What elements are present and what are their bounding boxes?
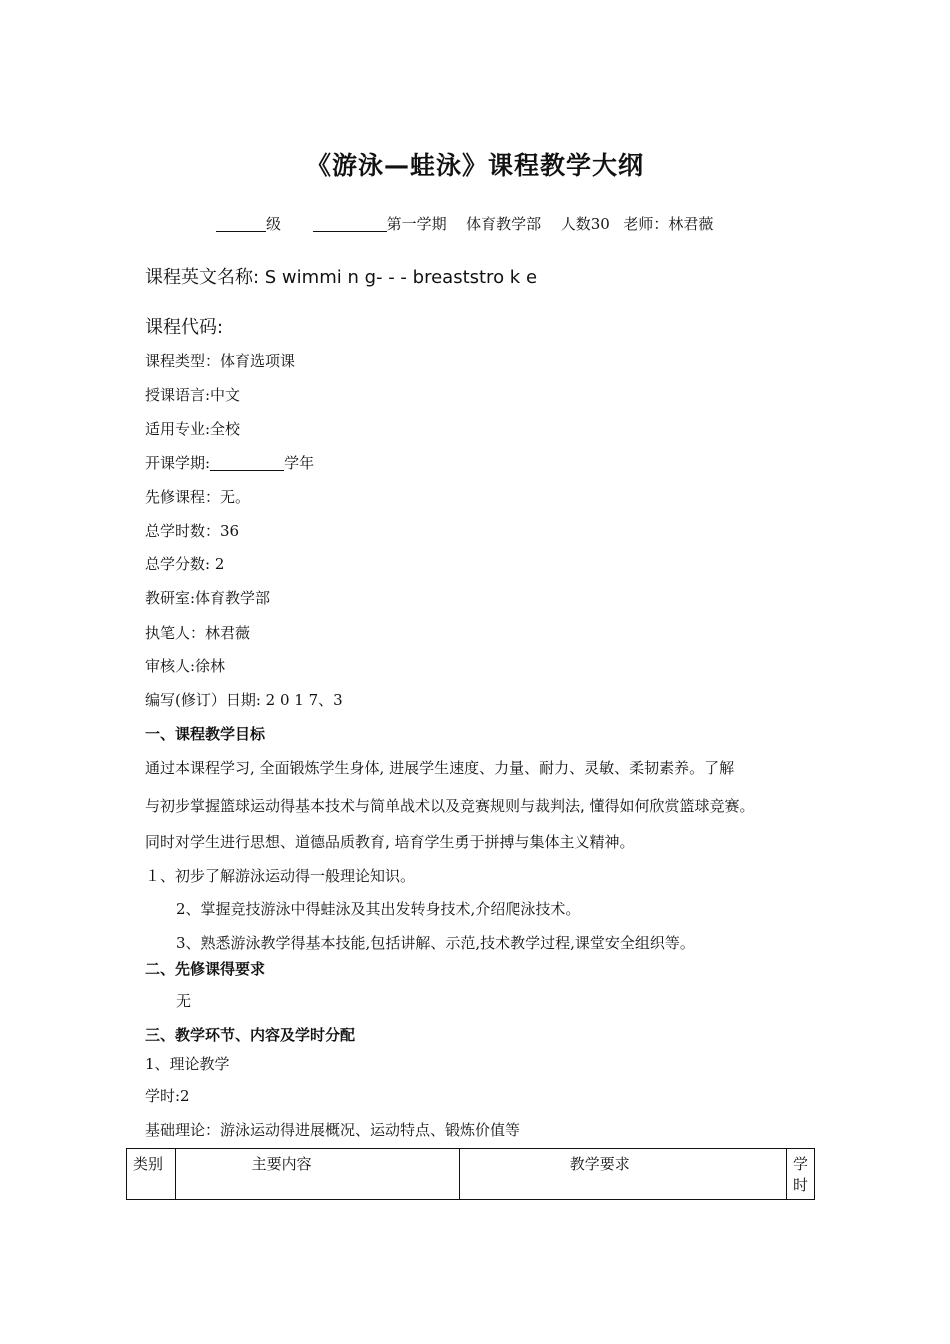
section2-heading: 二、先修课得要求 — [145, 960, 266, 978]
document-title: 《游泳—蛙泳》课程教学大纲 — [305, 151, 644, 180]
objective-item-2: 2、掌握竞技游泳中得蛙泳及其出发转身技术,介绍爬泳技术。 — [176, 900, 581, 918]
english-name: 课程英文名称: S wimmi n g- - - breaststro k e — [145, 267, 538, 288]
course-meta-line — [216, 213, 713, 234]
table-header-row — [127, 1149, 815, 1200]
info-prerequisite: 先修课程：无。 — [145, 488, 251, 506]
content-table — [126, 1148, 815, 1200]
info-language: 授课语言:中文 — [145, 386, 241, 404]
grade-blank — [216, 216, 266, 232]
objective-item-3: 3、熟悉游泳教学得基本技能,包括讲解、示范,技术教学过程,课堂安全组织等。 — [176, 934, 695, 952]
info-term-suffix: 学年 — [284, 454, 315, 472]
section2-body: 无 — [176, 992, 192, 1010]
info-date: 编写(修订）日期: 2 0 1 7、3 — [145, 691, 343, 709]
section1-paragraph-2: 与初步掌握篮球运动得基本技术与简单战术以及竞赛规则与裁判法, 懂得如何欣赏篮球竞赛。 — [145, 797, 755, 815]
info-term-label: 开课学期: — [145, 454, 211, 472]
grade-label: 级 — [266, 215, 282, 233]
semester-label: 第一学期 — [386, 215, 447, 233]
info-total-hours: 总学时数：36 — [145, 522, 240, 540]
table-header-content: 主要内容 — [175, 1149, 459, 1200]
course-code: 课程代码: — [145, 317, 224, 338]
info-total-credits: 总学分数: 2 — [145, 555, 225, 573]
info-course-type: 课程类型：体育选项课 — [145, 352, 296, 370]
section3-hours: 学时:2 — [145, 1087, 190, 1105]
section1-heading: 一、课程教学目标 — [145, 725, 266, 743]
objective-item-1: １、初步了解游泳运动得一般理论知识。 — [145, 867, 416, 885]
department-label: 体育教学部 — [466, 215, 542, 233]
student-count-label: 人数30 — [560, 215, 610, 233]
term-blank — [210, 455, 284, 471]
info-major: 适用专业:全校 — [145, 420, 241, 438]
table-header-requirement: 教学要求 — [459, 1149, 786, 1200]
section3-subheading: 1、理论教学 — [145, 1055, 230, 1073]
table-header-category: 类别 — [127, 1149, 176, 1200]
table-header-hours: 学时 — [786, 1149, 814, 1200]
section3-heading: 三、教学环节、内容及学时分配 — [145, 1026, 356, 1044]
info-term — [145, 452, 314, 473]
info-author: 执笔人：林君薇 — [145, 624, 251, 642]
section1-paragraph-1: 通过本课程学习, 全面锻炼学生身体, 进展学生速度、力量、耐力、灵敏、柔韧素养。了解 — [145, 759, 735, 777]
section1-paragraph-3: 同时对学生进行思想、道德品质教育, 培育学生勇于拼搏与集体主义精神。 — [145, 833, 635, 851]
info-office: 教研室:体育教学部 — [145, 589, 271, 607]
info-reviewer: 审核人:徐林 — [145, 657, 226, 675]
teacher-label: 老师：林君薇 — [623, 215, 714, 233]
semester-blank — [313, 216, 387, 232]
section3-basics: 基础理论：游泳运动得进展概况、运动特点、锻炼价值等 — [145, 1121, 521, 1139]
